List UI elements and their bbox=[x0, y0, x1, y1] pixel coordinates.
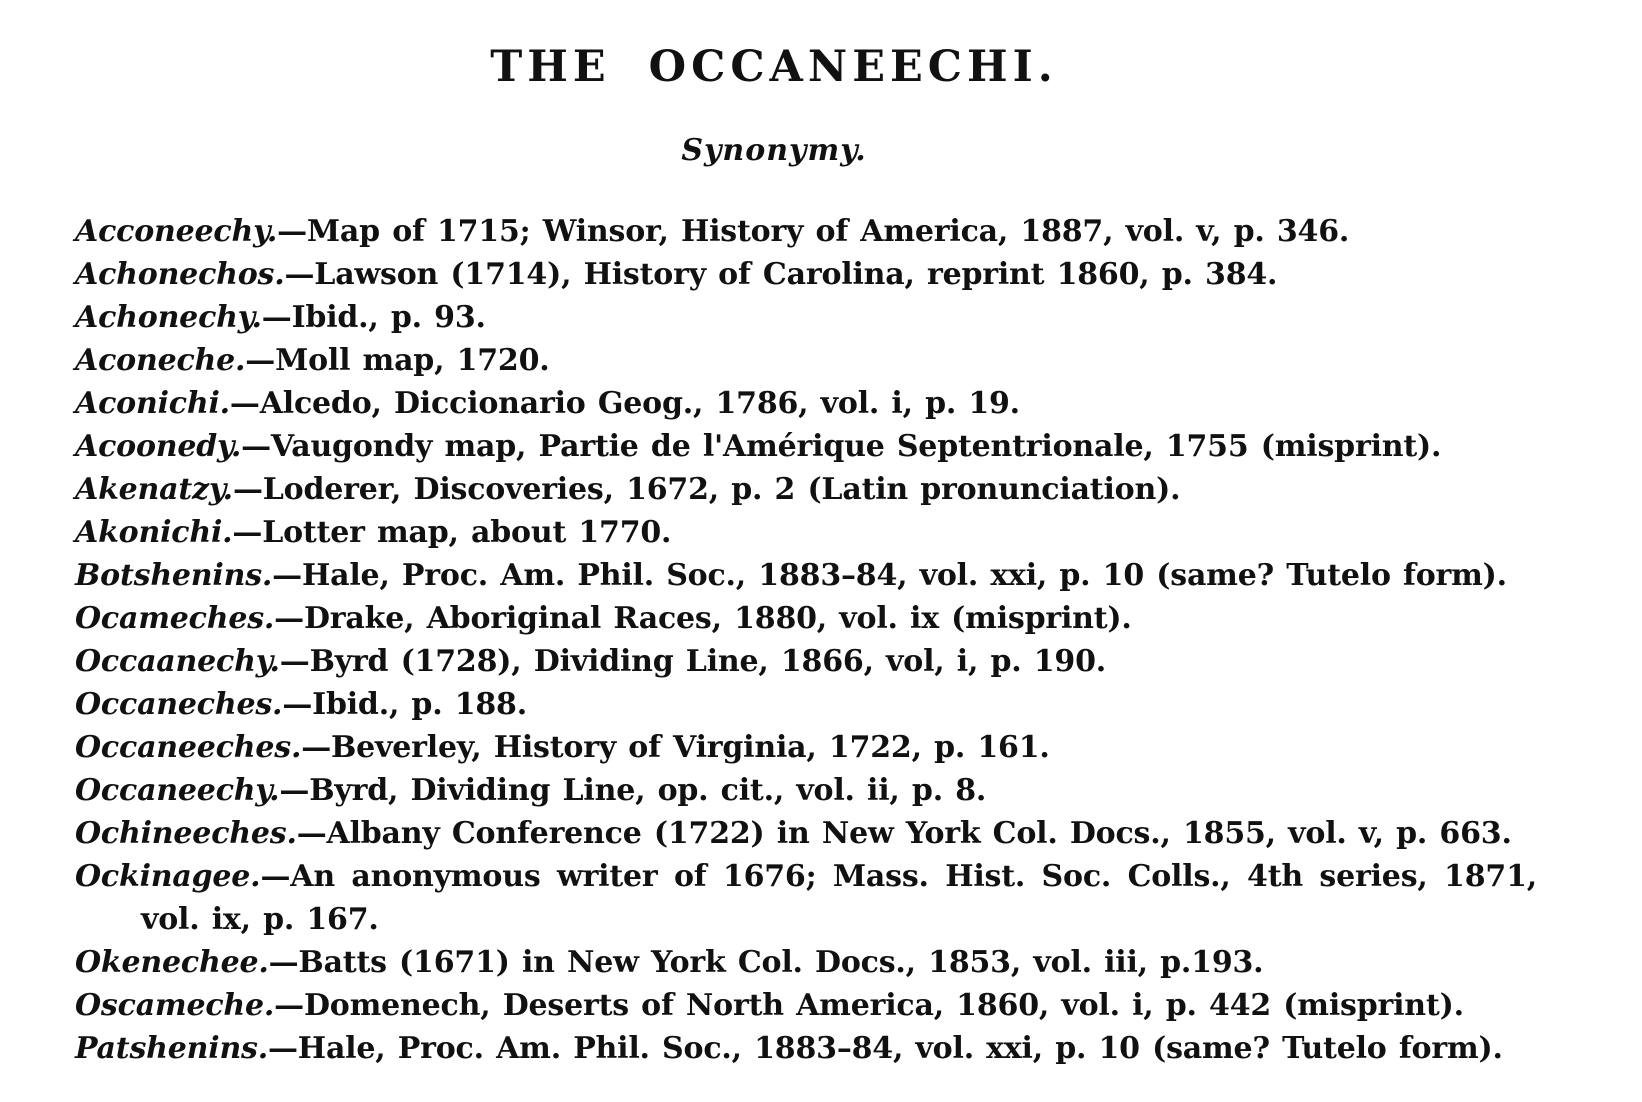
synonym-citation: —Drake, Aboriginal Races, 1880, vol. ix (misprint). bbox=[274, 601, 1132, 636]
synonym-term: Ocameches. bbox=[75, 601, 275, 636]
synonym-entry bbox=[75, 253, 1537, 296]
synonym-entry bbox=[75, 511, 1537, 554]
synonym-entry bbox=[75, 554, 1537, 597]
synonym-citation: —Ibid., p. 93. bbox=[261, 300, 486, 335]
synonym-citation: —Loderer, Discoveries, 1672, p. 2 (Latin pronunciation). bbox=[232, 472, 1181, 507]
synonymy-list bbox=[75, 210, 1537, 1070]
synonym-term: Aconeche. bbox=[75, 343, 246, 378]
synonym-entry bbox=[75, 425, 1537, 468]
synonym-citation: —Map of 1715; Winsor, History of America, 1887, vol. v, p. 346. bbox=[277, 214, 1350, 249]
synonym-term: Akonichi. bbox=[75, 515, 233, 550]
synonym-term: Ochineeches. bbox=[75, 816, 297, 851]
synonym-entry bbox=[75, 210, 1537, 253]
synonym-term: Okenechee. bbox=[75, 945, 269, 980]
synonym-term: Occaanechy. bbox=[75, 644, 280, 679]
synonym-entry bbox=[75, 726, 1537, 769]
synonym-citation: —Beverley, History of Virginia, 1722, p. 161. bbox=[301, 730, 1050, 765]
synonym-term: Occaneechy. bbox=[75, 773, 280, 808]
synonym-citation: —Lawson (1714), History of Carolina, reprint 1860, p. 384. bbox=[284, 257, 1278, 292]
synonym-entry bbox=[75, 855, 1537, 941]
synonym-term: Akenatzy. bbox=[75, 472, 233, 507]
synonym-entry bbox=[75, 382, 1537, 425]
synonym-term: Oscameche. bbox=[75, 988, 275, 1023]
synonym-term: Botshenins. bbox=[75, 558, 273, 593]
synonym-entry bbox=[75, 812, 1537, 855]
synonym-entry bbox=[75, 769, 1537, 812]
synonym-citation: —Lotter map, about 1770. bbox=[232, 515, 672, 550]
synonym-citation: —Hale, Proc. Am. Phil. Soc., 1883–84, vol. xxi, p. 10 (same? Tutelo form). bbox=[272, 558, 1507, 593]
page-title: THE OCCANEECHI. bbox=[490, 42, 1058, 92]
synonym-citation: —Domenech, Deserts of North America, 1860, vol. i, p. 442 (misprint). bbox=[274, 988, 1464, 1023]
synonym-term: Patshenins. bbox=[75, 1031, 268, 1066]
synonym-entry bbox=[75, 296, 1537, 339]
synonym-term: Occaneeches. bbox=[75, 730, 302, 765]
synonym-entry bbox=[75, 1027, 1537, 1070]
synonym-citation: —Vaugondy map, Partie de l'Amérique Septentrionale, 1755 (misprint). bbox=[241, 429, 1442, 464]
synonym-term: Acconeechy. bbox=[75, 214, 278, 249]
synonym-entry bbox=[75, 597, 1537, 640]
synonym-entry bbox=[75, 468, 1537, 511]
synonym-citation: —Albany Conference (1722) in New York Col. Docs., 1855, vol. v, p. 663. bbox=[296, 816, 1512, 851]
synonym-entry bbox=[75, 339, 1537, 382]
synonym-citation: —Ibid., p. 188. bbox=[282, 687, 527, 722]
synonym-citation: —An anonymous writer of 1676; Mass. Hist. Soc. Colls., 4th series, 1871, vol. ix, p. 167. bbox=[141, 859, 1537, 937]
synonym-term: Ockinagee. bbox=[75, 859, 261, 894]
synonym-citation: —Batts (1671) in New York Col. Docs., 1853, vol. iii, p.193. bbox=[268, 945, 1264, 980]
synonym-term: Occaneches. bbox=[75, 687, 283, 722]
synonym-citation: —Byrd (1728), Dividing Line, 1866, vol, i, p. 190. bbox=[279, 644, 1107, 679]
synonym-entry bbox=[75, 984, 1537, 1027]
synonym-term: Aconichi. bbox=[75, 386, 230, 421]
synonym-entry bbox=[75, 941, 1537, 984]
section-subtitle: Synonymy. bbox=[681, 133, 867, 168]
synonym-term: Achonechos. bbox=[75, 257, 285, 292]
synonym-entry bbox=[75, 640, 1537, 683]
synonym-citation: —Hale, Proc. Am. Phil. Soc., 1883–84, vol. xxi, p. 10 (same? Tutelo form). bbox=[268, 1031, 1503, 1066]
synonym-citation: —Byrd, Dividing Line, op. cit., vol. ii, p. 8. bbox=[279, 773, 987, 808]
synonym-term: Achonechy. bbox=[75, 300, 262, 335]
synonym-citation: —Alcedo, Diccionario Geog., 1786, vol. i, p. 19. bbox=[229, 386, 1020, 421]
synonym-term: Acoonedy. bbox=[75, 429, 242, 464]
synonym-entry bbox=[75, 683, 1537, 726]
synonym-citation: —Moll map, 1720. bbox=[245, 343, 550, 378]
text-block bbox=[75, 42, 1537, 1070]
